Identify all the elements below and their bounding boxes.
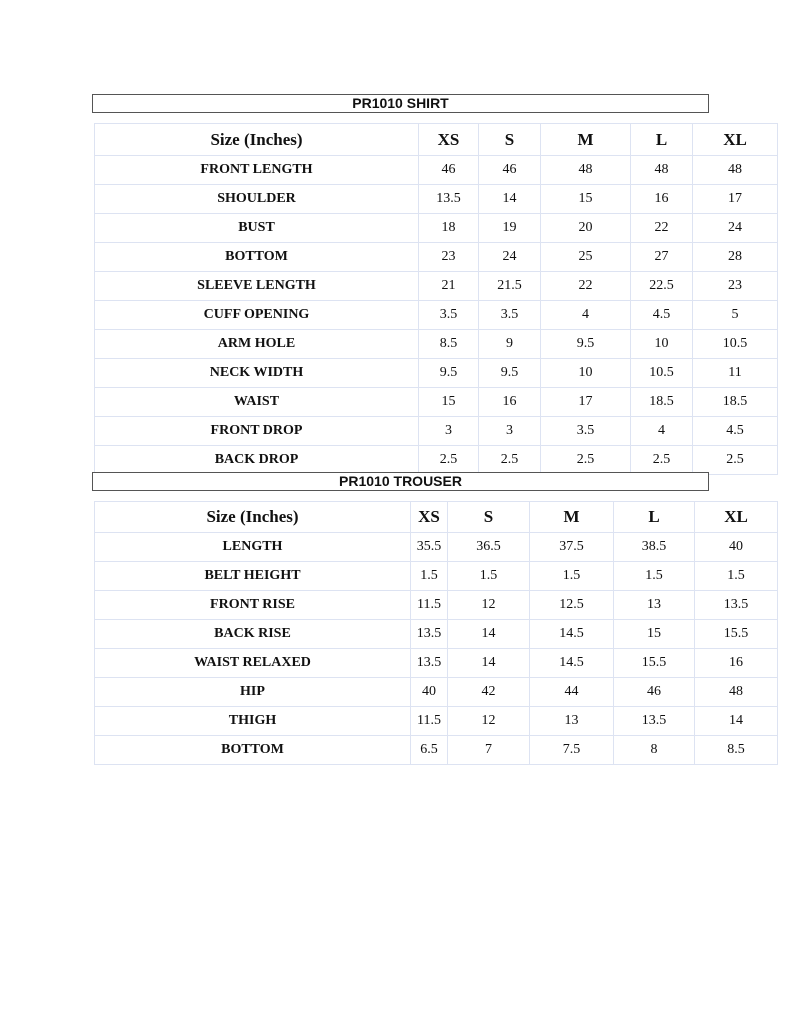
trouser-header-xl: XL — [695, 502, 778, 533]
size-value-xs: 21 — [419, 272, 479, 301]
size-value-m: 3.5 — [541, 417, 631, 446]
measurement-label: WAIST RELAXED — [95, 649, 411, 678]
size-value-l: 4.5 — [631, 301, 693, 330]
table-row — [95, 301, 778, 330]
table-row — [95, 156, 778, 185]
shirt-table-body — [95, 156, 778, 475]
size-value-xl: 5 — [693, 301, 778, 330]
table-row — [95, 591, 778, 620]
size-value-xl: 17 — [693, 185, 778, 214]
size-value-m: 13 — [530, 707, 614, 736]
size-value-xs: 46 — [419, 156, 479, 185]
measurement-label: BOTTOM — [95, 736, 411, 765]
size-value-s: 46 — [479, 156, 541, 185]
trouser-header-m: M — [530, 502, 614, 533]
size-value-l: 48 — [631, 156, 693, 185]
size-value-s: 12 — [448, 591, 530, 620]
size-value-m: 44 — [530, 678, 614, 707]
size-value-s: 12 — [448, 707, 530, 736]
shirt-header-s: S — [479, 124, 541, 156]
measurement-label: THIGH — [95, 707, 411, 736]
size-value-xl: 2.5 — [693, 446, 778, 475]
measurement-label: BELT HEIGHT — [95, 562, 411, 591]
size-value-xl: 13.5 — [695, 591, 778, 620]
size-value-s: 14 — [448, 649, 530, 678]
trouser-table-title: PR1010 TROUSER — [92, 472, 709, 491]
table-row — [95, 533, 778, 562]
trouser-header-row — [95, 502, 778, 533]
size-value-l: 46 — [614, 678, 695, 707]
size-value-s: 21.5 — [479, 272, 541, 301]
measurement-label: WAIST — [95, 388, 419, 417]
size-value-s: 42 — [448, 678, 530, 707]
measurement-label: FRONT RISE — [95, 591, 411, 620]
size-value-xs: 18 — [419, 214, 479, 243]
size-value-xs: 6.5 — [411, 736, 448, 765]
size-value-xs: 2.5 — [419, 446, 479, 475]
size-value-l: 2.5 — [631, 446, 693, 475]
size-value-s: 9 — [479, 330, 541, 359]
size-value-s: 2.5 — [479, 446, 541, 475]
size-value-xl: 8.5 — [695, 736, 778, 765]
measurement-label: FRONT DROP — [95, 417, 419, 446]
shirt-header-l: L — [631, 124, 693, 156]
table-row — [95, 330, 778, 359]
size-value-m: 7.5 — [530, 736, 614, 765]
size-value-l: 15 — [614, 620, 695, 649]
measurement-label: ARM HOLE — [95, 330, 419, 359]
size-value-xs: 9.5 — [419, 359, 479, 388]
size-value-l: 38.5 — [614, 533, 695, 562]
table-row — [95, 562, 778, 591]
shirt-header-xl: XL — [693, 124, 778, 156]
measurement-label: BOTTOM — [95, 243, 419, 272]
size-value-xl: 40 — [695, 533, 778, 562]
size-value-l: 13 — [614, 591, 695, 620]
trouser-header-xs: XS — [411, 502, 448, 533]
size-value-xl: 23 — [693, 272, 778, 301]
table-row — [95, 214, 778, 243]
size-value-m: 25 — [541, 243, 631, 272]
size-value-m: 2.5 — [541, 446, 631, 475]
table-row — [95, 272, 778, 301]
size-value-m: 17 — [541, 388, 631, 417]
size-value-xs: 35.5 — [411, 533, 448, 562]
size-value-s: 9.5 — [479, 359, 541, 388]
size-value-l: 18.5 — [631, 388, 693, 417]
size-value-xs: 40 — [411, 678, 448, 707]
trouser-header-s: S — [448, 502, 530, 533]
size-value-xs: 3 — [419, 417, 479, 446]
size-value-l: 27 — [631, 243, 693, 272]
size-value-s: 19 — [479, 214, 541, 243]
size-value-l: 13.5 — [614, 707, 695, 736]
size-value-xl: 4.5 — [693, 417, 778, 446]
size-value-xs: 8.5 — [419, 330, 479, 359]
size-value-s: 16 — [479, 388, 541, 417]
size-value-xs: 13.5 — [411, 620, 448, 649]
measurement-label: SHOULDER — [95, 185, 419, 214]
size-value-xl: 1.5 — [695, 562, 778, 591]
size-value-xl: 10.5 — [693, 330, 778, 359]
size-value-l: 10.5 — [631, 359, 693, 388]
size-value-s: 36.5 — [448, 533, 530, 562]
size-value-m: 1.5 — [530, 562, 614, 591]
size-value-xl: 16 — [695, 649, 778, 678]
table-row — [95, 446, 778, 475]
size-value-s: 1.5 — [448, 562, 530, 591]
size-value-l: 16 — [631, 185, 693, 214]
measurement-label: FRONT LENGTH — [95, 156, 419, 185]
size-value-xl: 15.5 — [695, 620, 778, 649]
shirt-table-title: PR1010 SHIRT — [92, 94, 709, 113]
trouser-table-body — [95, 533, 778, 765]
size-value-m: 22 — [541, 272, 631, 301]
size-value-s: 24 — [479, 243, 541, 272]
size-value-s: 14 — [448, 620, 530, 649]
size-value-xs: 11.5 — [411, 591, 448, 620]
table-row — [95, 707, 778, 736]
size-value-l: 15.5 — [614, 649, 695, 678]
size-value-m: 12.5 — [530, 591, 614, 620]
size-value-xs: 23 — [419, 243, 479, 272]
table-row — [95, 388, 778, 417]
size-value-xl: 48 — [695, 678, 778, 707]
shirt-header-xs: XS — [419, 124, 479, 156]
trouser-header-l: L — [614, 502, 695, 533]
size-value-l: 1.5 — [614, 562, 695, 591]
size-value-s: 3.5 — [479, 301, 541, 330]
table-row — [95, 243, 778, 272]
size-value-l: 22 — [631, 214, 693, 243]
measurement-label: CUFF OPENING — [95, 301, 419, 330]
trouser-size-table — [94, 501, 778, 765]
measurement-label: LENGTH — [95, 533, 411, 562]
size-value-l: 22.5 — [631, 272, 693, 301]
size-value-xs: 3.5 — [419, 301, 479, 330]
size-value-xs: 13.5 — [411, 649, 448, 678]
size-value-m: 10 — [541, 359, 631, 388]
measurement-label: BUST — [95, 214, 419, 243]
size-value-m: 37.5 — [530, 533, 614, 562]
measurement-label: NECK WIDTH — [95, 359, 419, 388]
size-value-xl: 48 — [693, 156, 778, 185]
size-value-m: 4 — [541, 301, 631, 330]
size-value-l: 10 — [631, 330, 693, 359]
size-value-xl: 11 — [693, 359, 778, 388]
measurement-label: BACK DROP — [95, 446, 419, 475]
table-row — [95, 736, 778, 765]
shirt-header-size-label: Size (Inches) — [95, 124, 419, 156]
trouser-header-size-label: Size (Inches) — [95, 502, 411, 533]
measurement-label: SLEEVE LENGTH — [95, 272, 419, 301]
size-value-s: 3 — [479, 417, 541, 446]
shirt-size-table — [94, 123, 778, 475]
size-value-m: 14.5 — [530, 620, 614, 649]
table-row — [95, 359, 778, 388]
size-value-m: 14.5 — [530, 649, 614, 678]
size-value-m: 15 — [541, 185, 631, 214]
table-row — [95, 620, 778, 649]
measurement-label: HIP — [95, 678, 411, 707]
size-value-xs: 1.5 — [411, 562, 448, 591]
size-value-xs: 13.5 — [419, 185, 479, 214]
size-value-xl: 14 — [695, 707, 778, 736]
size-value-l: 8 — [614, 736, 695, 765]
shirt-header-row — [95, 124, 778, 156]
size-value-xl: 24 — [693, 214, 778, 243]
measurement-label: BACK RISE — [95, 620, 411, 649]
shirt-header-m: M — [541, 124, 631, 156]
size-value-xl: 28 — [693, 243, 778, 272]
size-value-m: 20 — [541, 214, 631, 243]
table-row — [95, 417, 778, 446]
size-value-xs: 11.5 — [411, 707, 448, 736]
size-value-m: 9.5 — [541, 330, 631, 359]
size-value-xs: 15 — [419, 388, 479, 417]
table-row — [95, 649, 778, 678]
size-value-s: 14 — [479, 185, 541, 214]
table-row — [95, 678, 778, 707]
size-value-l: 4 — [631, 417, 693, 446]
table-row — [95, 185, 778, 214]
size-value-s: 7 — [448, 736, 530, 765]
size-value-m: 48 — [541, 156, 631, 185]
size-value-xl: 18.5 — [693, 388, 778, 417]
